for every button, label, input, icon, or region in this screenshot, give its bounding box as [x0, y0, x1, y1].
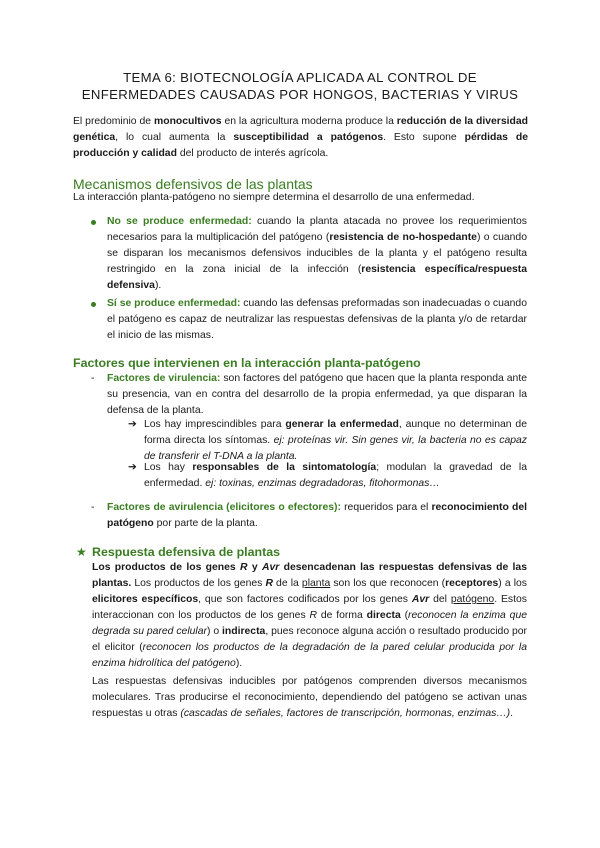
arrow-icon: ➔ — [128, 419, 137, 430]
p-text: , pues reconoce alguna acción o resultado producido por el elicitor ( — [92, 626, 528, 653]
bullet-icon — [91, 220, 96, 225]
p-italic: (cascadas de señales, factores de transcripción, hormonas, enzimas…) — [180, 708, 511, 719]
section-heading-factores: Factores que intervienen en la interacción planta-patógeno — [73, 356, 421, 370]
p-text: de la — [272, 578, 302, 589]
sub-italic: ej: proteínas vir. Sin genes vir, la bacteria no es capaz de transferir el T-DNA a la planta. — [144, 435, 527, 462]
item-label: Factores de avirulencia (elicitores o efectores): — [107, 502, 341, 513]
intro-text: , lo cual aumenta la — [115, 132, 234, 143]
document-title — [60, 70, 540, 103]
p-italic: R — [309, 610, 318, 621]
sub-text: ; modulan la gravedad de la enfermedad. — [144, 462, 527, 489]
item-bold: resistencia específica/respuesta defensiva — [107, 264, 527, 291]
title-line-1: TEMA 6: BIOTECNOLOGÍA APLICADA AL CONTROL DE — [123, 70, 477, 85]
intro-bold: susceptibilidad a patógenos — [233, 132, 384, 143]
p-underline: patógeno — [450, 594, 495, 605]
p-bold: desencadenan las respuestas defensivas de las plantas. — [92, 562, 527, 589]
item-label: No se produce enfermedad: — [107, 216, 252, 227]
intro-text: del producto de interés agrícola. — [176, 148, 329, 159]
item-bold: reconocimiento del patógeno — [107, 502, 527, 529]
item-text: por parte de la planta. — [153, 518, 258, 529]
respuesta-paragraph-2 — [92, 674, 527, 722]
p-text: Los productos de los genes — [131, 578, 266, 589]
p-text: de forma — [317, 610, 367, 621]
p-bold: Los productos de los genes — [92, 562, 241, 573]
p-bold: y — [247, 562, 262, 573]
item-label: Factores de virulencia: — [107, 373, 221, 384]
list-item-avirulencia — [107, 500, 527, 532]
sub-item-imprescindibles — [144, 417, 527, 465]
intro-text: en la agricultura moderna produce la — [221, 116, 397, 127]
intro-paragraph — [73, 114, 528, 162]
p-text: ) o — [206, 626, 222, 637]
p-text: , que son factores codificados por los genes — [198, 594, 412, 605]
sub-item-sintomatologia — [144, 460, 527, 492]
item-text: ) o cuando se disparan los mecanismos defensivos inducibles de la planta y el patógeno resulta restringido en la zona inicial de la infección ( — [107, 232, 527, 275]
p-text: . — [510, 708, 514, 719]
intro-bold: monocultivos — [153, 116, 222, 127]
item-text: requeridos para el — [340, 502, 432, 513]
list-item-no-enfermedad — [107, 214, 527, 294]
sub-bold: responsables de la sintomatología — [192, 462, 377, 473]
respuesta-paragraph-1 — [92, 560, 527, 672]
p-bold: receptores — [445, 578, 499, 589]
item-label: Sí se produce enfermedad: — [107, 298, 241, 309]
sub-bold: generar la enfermedad — [285, 419, 399, 430]
p-text: ( — [400, 610, 409, 621]
p-bold-italic: R — [265, 578, 273, 589]
dash-marker: - — [91, 373, 95, 384]
item-text: cuando la planta atacada no provee los requerimientos necesarios para la multiplicación del patógeno ( — [107, 216, 527, 243]
sub-text: Los hay — [144, 462, 193, 473]
p-italic: reconocen la enzima que degrada su pared celular — [92, 610, 528, 637]
p-text: ). — [235, 658, 243, 669]
p-bold: indirecta — [222, 626, 266, 637]
title-line-2: ENFERMEDADES CAUSADAS POR HONGOS, BACTERIAS Y VIRUS — [81, 86, 519, 102]
intro-text: El predominio de — [73, 116, 154, 127]
p-text: del — [429, 594, 451, 605]
p-bold-italic: Avr — [411, 594, 430, 605]
p-bold: elicitores específicos — [92, 594, 199, 605]
sub-italic: ej: toxinas, enzimas degradadoras, fitohormonas… — [205, 478, 440, 489]
p-underline: planta — [301, 578, 331, 589]
p-text: . Estos interaccionan con los productos de los genes — [92, 594, 527, 621]
p-bold-italic: R — [240, 562, 248, 573]
item-text: ). — [154, 280, 162, 291]
bullet-icon — [91, 302, 96, 307]
list-item-si-enfermedad — [107, 296, 527, 344]
list-item-virulencia — [107, 371, 527, 419]
arrow-icon: ➔ — [128, 462, 137, 473]
p-bold-italic: Avr — [261, 562, 280, 573]
item-bold: resistencia de no-hospedante — [329, 232, 477, 243]
section-heading-respuesta: Respuesta defensiva de plantas — [92, 545, 280, 559]
sub-text: , aunque no determinan de forma directa los síntomas. — [144, 419, 527, 446]
intro-bold: reducción de la diversidad genética — [73, 116, 528, 143]
p-text: son los que reconocen ( — [330, 578, 446, 589]
item-text: son factores del patógeno que hacen que la planta responda ante su presencia, van en contra del desarrollo de la propia enfermedad, ya que disparan la defensa de la planta. — [107, 373, 527, 416]
section1-lead: La interacción planta-patógeno no siempre determina el desarrollo de una enfermedad. — [73, 192, 475, 203]
dash-marker: - — [91, 502, 95, 513]
item-text: cuando las defensas preformadas son inadecuadas o cuando el patógeno es capaz de neutralizar las respuestas defensivas de la planta y/o de retardar el inicio de las mismas. — [107, 298, 527, 341]
p-text: Las respuestas defensivas inducibles por patógenos comprenden diversos mecanismos moleculares. Tras producirse el reconocimiento, dependiendo del patógeno se activan unas respuestas u otras — [92, 676, 527, 719]
sub-text: Los hay imprescindibles para — [144, 419, 286, 430]
p-bold: directa — [366, 610, 401, 621]
p-text: ) a los — [498, 578, 527, 589]
intro-bold: pérdidas de producción y calidad — [73, 132, 528, 159]
intro-text: . Esto supone — [383, 132, 465, 143]
section-heading-mecanismos: Mecanismos defensivos de las plantas — [73, 176, 313, 192]
star-icon: ★ — [76, 545, 87, 559]
p-italic: reconocen los productos de la degradación de la pared celular producida por la enzima hidrolítica del patógeno — [92, 642, 527, 669]
